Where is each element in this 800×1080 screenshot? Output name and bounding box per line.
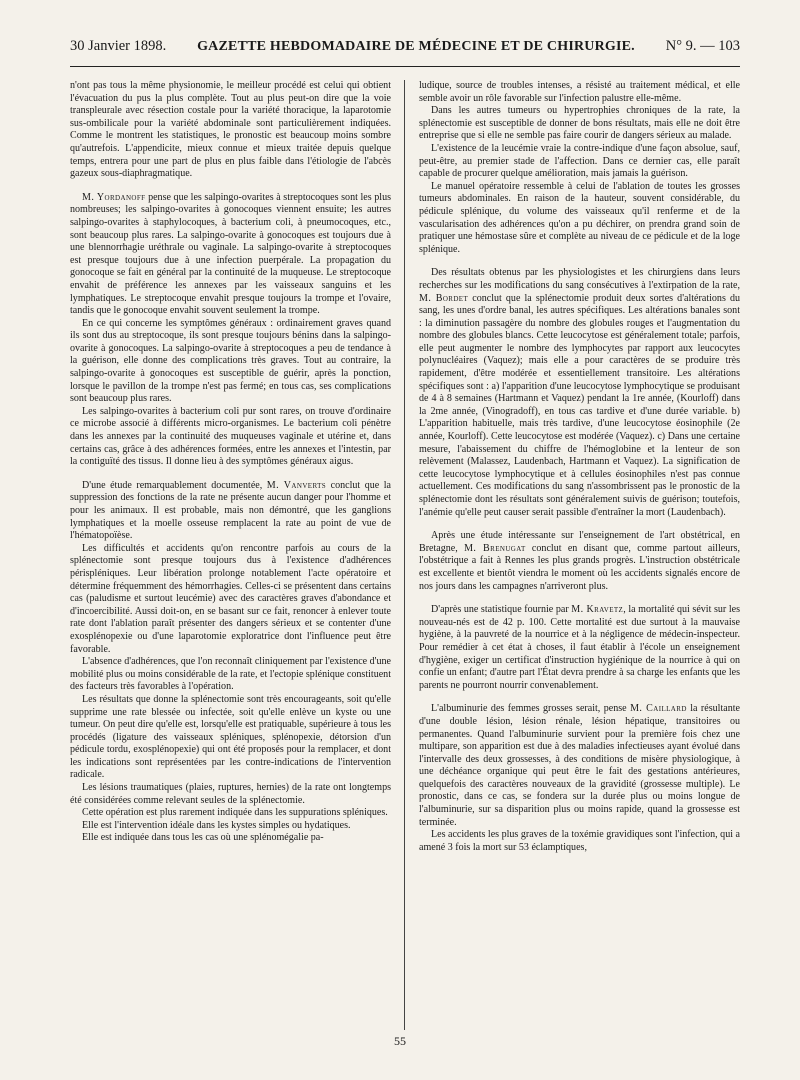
paragraph-text: Dans les autres tumeurs ou hypertrophies chroniques de la rate, la splénectomie est susceptible de donner de bons résultats, mais elle ne doit être entreprise que si elle ne semble pas faire courir de dangers sérieux au malade. (419, 105, 740, 142)
paragraph (419, 829, 740, 854)
author-name: M. Yordanoff (82, 191, 146, 203)
paragraph-text: conclut en disant que, comme partout ailleurs, l'obstétrique a fait à Rennes les plus grands progrès. L'instruction obstétricale est excellente et bientôt viendra le moment où les accidents signalés encore de nos jours dans les campagnes n'arriveront plus. (419, 542, 740, 592)
paragraph (419, 181, 740, 257)
paragraph (70, 782, 391, 807)
right-column (419, 80, 740, 1022)
paragraph (419, 80, 740, 105)
paragraph (70, 820, 391, 833)
paragraph (70, 80, 391, 181)
header-date: 30 Janvier 1898. (70, 38, 167, 54)
left-column (70, 80, 391, 1022)
issue-number: N° 9. — 103 (665, 38, 740, 54)
paragraph-text: En ce qui concerne les symptômes généraux : ordinairement graves quand ils sont dus au streptocoque, ils sont presque toujours bénins dans la salpingo-ovarite à gonocoques. La salpingo-ovarite à streptocoques a peu de tendance à la guérison, elle donne des complications très graves. Tout au contraire, la salpingo-ovarite à gonocoques est susceptible de guérir, après la ponction, lorsque le pavillon de la trompe n'est pas fermé; en tous cas, ses complications sont beaucoup plus rares. (70, 317, 391, 405)
paragraph (419, 604, 740, 692)
paragraph-text: , la mortalité qui sévit sur les nouveau-nés est de 42 p. 100. Cette mortalité est due surtout à la mauvaise hygiène, à la pauvreté de la nourrice et à la négligence de médecin-inspecteur. Pour remédier à cet état à choses, il faut établir à l'école un enseignement d'hygiène, exiger un certificat d'instruction hygiénique de la nourrice à qui on confie un enfant; d'autre part l'État devra prendre à sa charge les enfants que les parents ne pourront nourrir convenablement. (419, 604, 740, 691)
paragraph-text: la résultante d'une double lésion, lésion rénale, lésion hépatique, transitoires ou permanentes. Quand l'albuminurie survient pour la première fois chez une multipare, son apparition est due à des maladies infectieuses ayant évolué dans l'intervalle des deux grossesses, à des conditions de misère physiologique, à une déchéance organique qui peut être le fait des gestations antérieures, quelquefois des caractères nouveaux de la gravidité (grossesse multiple). Le pronostic, dans ce cas, se fondera sur la durée plus ou moins longue de l'albuminurie, sur sa disparition plus ou moins rapide, quand la grossesse est terminée. (419, 703, 740, 828)
paragraph-lead: Des résultats obtenus par les physiologistes et les chirurgiens dans leurs recherches sur les modifications du sang consécutives à l'extirpation de la rate, (419, 267, 740, 291)
paragraph-text: Les lésions traumatiques (plaies, ruptures, hernies) de la rate ont longtemps été considérées comme relevant seules de la splénectomie. (70, 782, 391, 806)
page-number: 55 (394, 1034, 406, 1048)
paragraph (70, 318, 391, 406)
paragraph (70, 406, 391, 469)
author-name: M. Kravetz (571, 604, 624, 616)
author-name: M. Vanverts (266, 479, 327, 491)
paragraph-text: conclut que la splénectomie produit deux sortes d'altérations du sang, les unes d'ordre banal, les autres spécifiques. Les altérations banales sont : la diminution passagère du nombre des globules rouges et l'augmentation du nombre des globules blancs. Cette leucocytose est généralement totale; parfois, elle peut augmenter le nombre des lymphocytes par rapport aux leucocytes polynucléaires (Vaquez); mais elle a pour caractères de se produire très rapidement, d'être modérée et essentiellement transitoire. Les altérations spécifiques sont : a) l'apparition d'une leucocytose lymphocytique se produisant de 4 à 8 semaines (Hartmann et Vaquez) pendant la 1re année, (Kourloff) dans la 2me année, (Vinogradoff), en tous cas tardive et d'une durée variable. b) L'apparition habituelle, mais très tardive, d'une leucocytose éosinophile (2e année, Kourloff). Cette leucocytose est modérée (Vaquez). c) Dans une certaine mesure, l'abaissement du chiffre de l'hémoglobine et la lenteur de son relèvement (Malassez, Laudenbach, Hartmann et Vaquez). La signification de cette leucocytose lymphocytique et à cellules éosinophiles n'est pas connue actuellement. Ces modifications du sang n'assombrissent pas le pronostic de la splénectomie dont les résultats sont généralement suivis de guérison; toutefois, l'anémie qu'elle peut causer serait passible d'entraîner la mort (Laudenbach). (419, 292, 740, 518)
paragraph (70, 694, 391, 782)
paragraph-text: L'absence d'adhérences, que l'on reconnaît cliniquement par l'existence d'une mobilité plus ou moins considérable de la rate, et l'ectopie splénique constituent des facteurs très favorables à l'opération. (70, 656, 391, 693)
journal-title: GAZETTE HEBDOMADAIRE DE MÉDECINE ET DE CHIRURGIE. (197, 39, 635, 54)
paragraph-text: Elle est l'intervention idéale dans les kystes simples ou hydatiques. (82, 819, 351, 831)
paragraph-text: Les difficultés et accidents qu'on rencontre parfois au cours de la splénectomie sont presque toujours dus à l'existence d'adhérences périspléniques. Leur libération prolonge notablement l'acte opératoire et détermine fréquemment des hémorrhagies. Celles-ci se présentent dans certains cas (paludisme et surtout leucémie) avec des caractères graves d'abondance et d'incoercibilité. Aussi doit-on, en se basant sur ce fait, renoncer à enlever toute rate dont l'ablation paraît présenter des dangers sérieux et se contenter d'une exosplénopexie ou d'une laparotomie exploratrice dont l'influence peut être favorable. (70, 542, 391, 655)
paragraph (419, 105, 740, 143)
column-divider (404, 80, 405, 1030)
paragraph-lead: D'après une statistique fournie par (431, 604, 572, 616)
author-name: M. Caillard (630, 703, 687, 715)
paragraph (70, 656, 391, 694)
paragraph (419, 267, 740, 519)
paragraph (70, 807, 391, 820)
paragraph-text: Le manuel opératoire ressemble à celui de l'ablation de toutes les grosses tumeurs abdominales. En raison de la hauteur, souvent considérable, du pédicule splénique, du volume des vaisseaux qu'il renferme et de la vascularisation des adhérences qu'on a pu déchirer, on prendra grand soin de pratiquer une hémostase sûre et complète au niveau de ce pédicule et de la loge splénique. (419, 180, 740, 255)
running-header (70, 38, 740, 60)
paragraph-lead: L'albuminurie des femmes grosses serait, pense (431, 703, 631, 715)
paragraph-text: Cette opération est plus rarement indiquée dans les suppurations spléniques. (82, 807, 388, 819)
paragraph-text: n'ont pas tous la même physionomie, le meilleur procédé est celui qui obtient l'évacuation du pus la plus complète. Tout au plus peut-on dire que la voie transpleurale avec résection costale pour la variété thoracique, la laparotomie sus-ombilicale pour la variété abdominale sont particulièrement indiquées. Comme le montrent les statistiques, le pronostic est beaucoup moins sombre qu'autrefois. L'appendicite, mieux connue et mieux traitée depuis quelque temps, entrera pour une part de plus en plus faible dans l'étiologie de l'abcès gazeux sous-diaphragmatique. (70, 80, 391, 180)
header-rule (70, 66, 740, 67)
paragraph (419, 703, 740, 829)
paragraph-text: L'existence de la leucémie vraie la contre-indique d'une façon absolue, sauf, peut-être, au premier stade de l'affection. Dans ce dernier cas, elle paraît capable de procurer quelque amélioration, mais jamais la guérison. (419, 142, 740, 180)
paragraph (70, 192, 391, 318)
paragraph-text: Elle est indiquée dans tous les cas où une splénomégalie pa- (82, 832, 324, 844)
paragraph (70, 543, 391, 656)
paragraph-lead: D'une étude remarquablement documentée, (82, 479, 267, 491)
author-name: M. Bordet (419, 292, 469, 304)
author-name: M. Brenugat (464, 542, 526, 554)
paragraph-text: Les résultats que donne la splénectomie sont très encourageants, soit qu'elle supprime une rate blessée ou infectée, soit qu'elle enlève un kyste ou une tumeur. On peut dire qu'elle est, lorsqu'elle est pratiquable, supérieure à tous les procédés (ligature des vaisseaux spléniques, splénopexie, détorsion d'un pédicule tordu, exosplénopexie) qui ont été proposés pour la remplacer, et dont les indications sont représentées par les contre-indications de l'intervention radicale. (70, 693, 391, 781)
paragraph (419, 143, 740, 181)
paragraph-text: pense que les salpingo-ovarites à streptocoques sont les plus nombreuses; les salpingo-ovarites à gonocoques viennent ensuite; les autres salpingo-ovarites à staphylocoques, à bacterium coli, à pneumocoques, etc., sont beaucoup plus rares. La salpingo-ovarite à gonocoques est toujours due à une blennorrhagie uréthrale ou vaginale. La salpingo-ovarite à streptocoques est presque toujours due à une infection puerpérale. La propagation du gonocoque se fait en général par la continuité de la muqueuse. Le streptocoque envahit de préférence les annexes par les vaisseaux sanguins et les lymphatiques. Le streptocoque envahit presque toujours la trompe et l'ovaire, tandis que le gonocoque envahit souvent seulement la trompe. (70, 191, 391, 317)
paragraph-text: Les accidents les plus graves de la toxémie gravidiques sont l'infection, qui a amené 3 fois la mort sur 53 éclamptiques, (419, 829, 740, 853)
paragraph-text: conclut que la suppression des fonctions de la rate ne présente aucun danger pour l'homme et pour les animaux. Il est probable, mais non démontré, que les ganglions lymphatiques et la moelle osseuse remplacent la rate au point de vue de l'hématopoïèse. (70, 479, 391, 542)
paragraph (70, 832, 391, 845)
paragraph-text: ludique, source de troubles intenses, a résisté au traitement médical, et elle semble avoir un rôle favorable sur l'infection palustre elle-même. (419, 80, 740, 104)
paragraph (419, 530, 740, 593)
paragraph (70, 480, 391, 543)
paragraph-lead: Après une étude intéressante sur l'enseignement de l'art obstétrical, en Bretagne, (419, 530, 740, 554)
paragraph-text: Les salpingo-ovarites à bacterium coli pur sont rares, on trouve d'ordinaire ce microbe associé à différents micro-organismes. Le bacterium coli pénètre dans les annexes par la continuité des muqueuses vaginale et utérine et, dans certains cas, grâce à des adhérences formées, entre les annexes et l'intestin, par la contiguïté des tissus. Il donne lieu à des symptômes généraux aigus. (70, 405, 391, 468)
